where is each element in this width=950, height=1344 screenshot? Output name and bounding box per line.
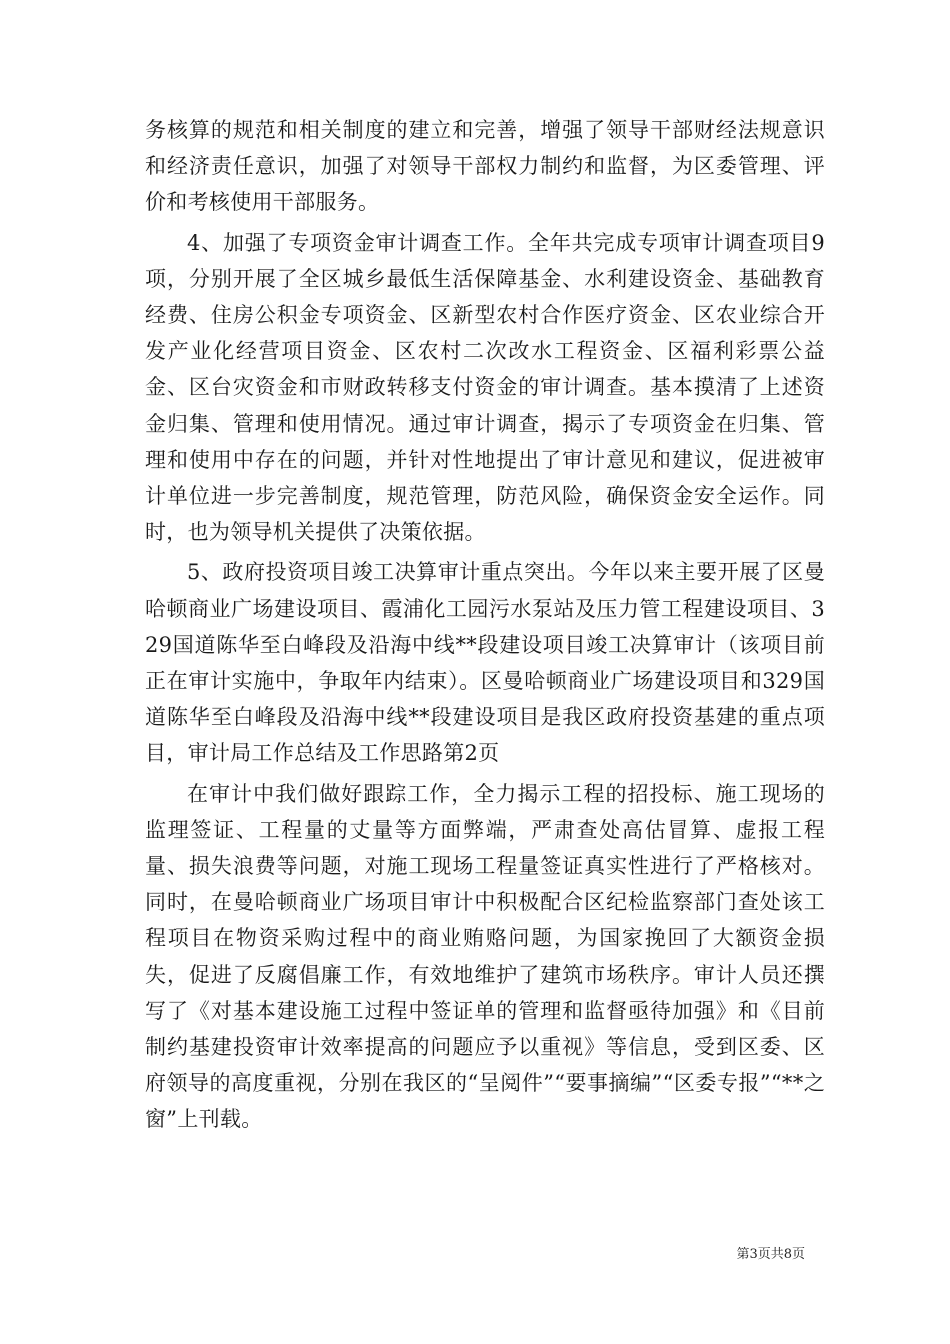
paragraph-special-fund-audit: 4、加强了专项资金审计调查工作。全年共完成专项审计调查项目9项，分别开展了全区城乡最低生活保障基金、水利建设资金、基础教育经费、住房公积金专项资金、区新型农村合作医疗资金、区农业综合开发产业化经营项目资金、区农村二次改水工程资金、区福利彩票公益金、区台灾资金和市财政转移支付资金的审计调查。基本摸清了上述资金归集、管理和使用情况。通过审计调查，揭示了专项资金在归集、管理和使用中存在的问题，并针对性地提出了审计意见和建议，促进被审计单位进一步完善制度，规范管理，防范风险，确保资金安全运作。同时，也为领导机关提供了决策依据。 [145, 230, 825, 545]
paragraph-investment-project-audit: 5、政府投资项目竣工决算审计重点突出。今年以来主要开展了区曼哈顿商业广场建设项目、霞浦化工园污水泵站及压力管工程建设项目、329国道陈华至白峰段及沿海中线**段建设项目竣工决算审计（该项目前正在审计实施中，争取年内结束）。区曼哈顿商业广场建设项目和329国道陈华至白峰段及沿海中线**段建设项目是我区政府投资基建的重点项目，审计局工作总结及工作思路第2页 [145, 560, 825, 766]
document-body [145, 112, 825, 1138]
paragraph-continuation: 务核算的规范和相关制度的建立和完善，增强了领导干部财经法规意识和经济责任意识，加强了对领导干部权力制约和监督，为区委管理、评价和考核使用干部服务。 [145, 118, 825, 215]
paragraph-audit-tracking: 在审计中我们做好跟踪工作，全力揭示工程的招投标、施工现场的监理签证、工程量的丈量等方面弊端，严肃查处高估冒算、虚报工程量、损失浪费等问题，对施工现场工程量签证真实性进行了严格核对。同时，在曼哈顿商业广场项目审计中积极配合区纪检监察部门查处该工程项目在物资采购过程中的商业贿赂问题，为国家挽回了大额资金损失，促进了反腐倡廉工作，有效地维护了建筑市场秩序。审计人员还撰写了《对基本建设施工过程中签证单的管理和监督亟待加强》和《目前制约基建投资审计效率提高的问题应予以重视》等信息，受到区委、区府领导的高度重视，分别在我区的“呈阅件”“要事摘编”“区委专报”“**之窗”上刊载。 [145, 781, 825, 1132]
page-number-footer: 第3页共8页 [736, 1247, 805, 1262]
